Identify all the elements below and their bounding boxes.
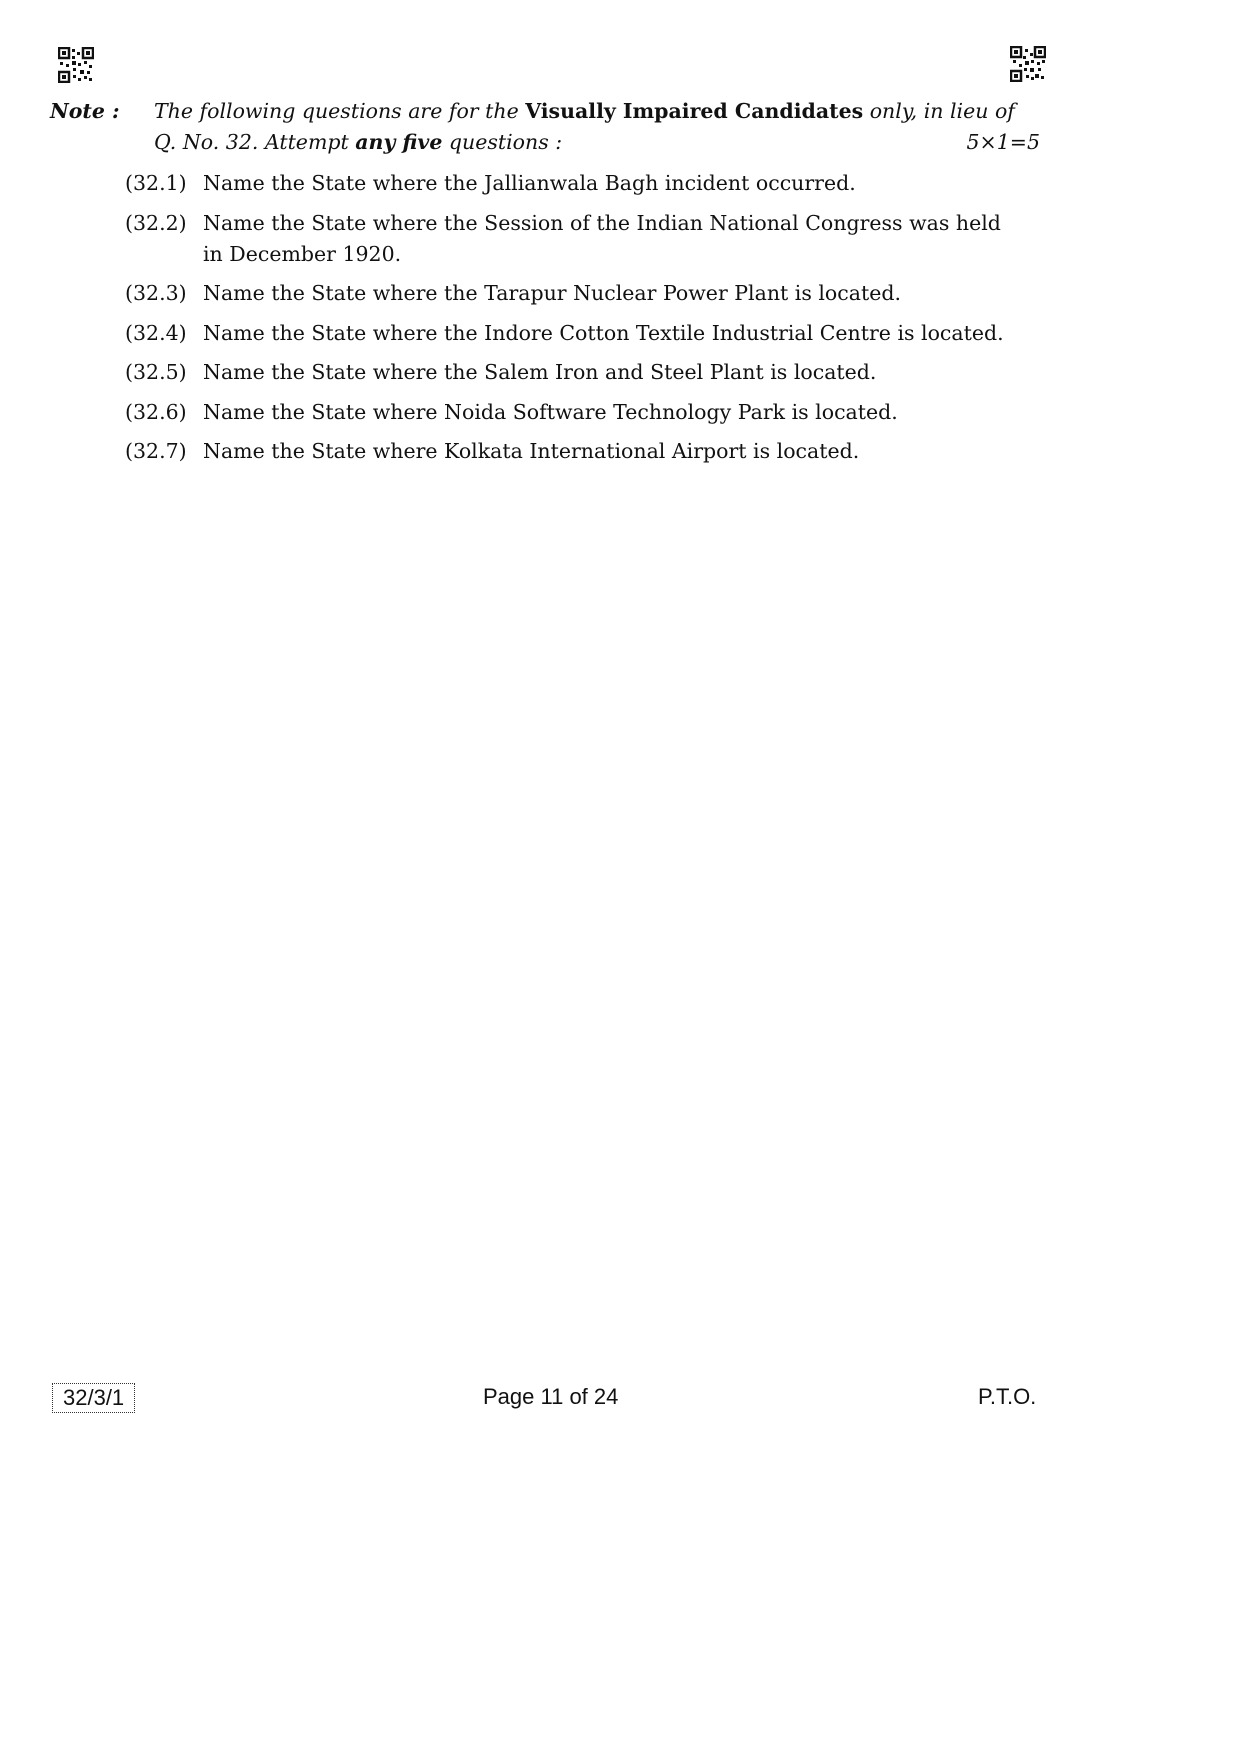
note-emphasis: Visually Impaired Candidates xyxy=(525,99,864,123)
question-item xyxy=(125,278,1005,309)
question-text: Name the State where Noida Software Technology Park is located. xyxy=(203,399,898,424)
question-text: Name the State where the Jallianwala Bagh incident occurred. xyxy=(203,171,856,195)
question-number: (32.2) xyxy=(125,210,187,235)
note-text-part: questions : xyxy=(442,130,563,154)
question-text: Name the State where the Session of the Indian National Congress was held in December 1920. xyxy=(203,210,1001,266)
question-item xyxy=(125,397,1005,428)
question-text: Name the State where the Tarapur Nuclear Power Plant is located. xyxy=(203,281,901,305)
question-item xyxy=(125,318,1005,349)
question-number: (32.7) xyxy=(125,439,187,463)
note-text-part: The following questions are for the xyxy=(154,99,526,123)
paper-code: 32/3/1 xyxy=(52,1383,135,1413)
note-emphasis: any five xyxy=(355,130,443,154)
question-text: Name the State where the Salem Iron and Steel Plant is located. xyxy=(203,360,877,384)
note-label: Note : xyxy=(50,99,120,123)
question-number: (32.5) xyxy=(125,360,187,384)
pto-label: P.T.O. xyxy=(978,1384,1037,1409)
question-number: (32.1) xyxy=(125,171,187,195)
question-text: Name the State where the Indore Cotton Textile Industrial Centre is located. xyxy=(203,320,1004,345)
note-text-part: Q. No. 32. Attempt xyxy=(154,130,356,154)
marks-allocation: 5×1=5 xyxy=(966,130,1040,154)
question-item xyxy=(125,357,1005,388)
qr-code-icon xyxy=(1010,46,1046,82)
question-text: Name the State where Kolkata International Airport is located. xyxy=(203,439,860,463)
question-item xyxy=(125,436,1005,467)
note-text xyxy=(154,96,1040,158)
question-number: (32.6) xyxy=(125,399,187,424)
page-number: Page 11 of 24 xyxy=(483,1384,619,1409)
question-list xyxy=(125,168,1005,476)
qr-code-icon xyxy=(58,47,94,83)
question-item xyxy=(125,208,1005,270)
question-item xyxy=(125,168,1005,199)
question-number: (32.3) xyxy=(125,281,187,305)
question-number: (32.4) xyxy=(125,320,187,345)
note-text-part: only, in lieu of xyxy=(863,99,1015,123)
